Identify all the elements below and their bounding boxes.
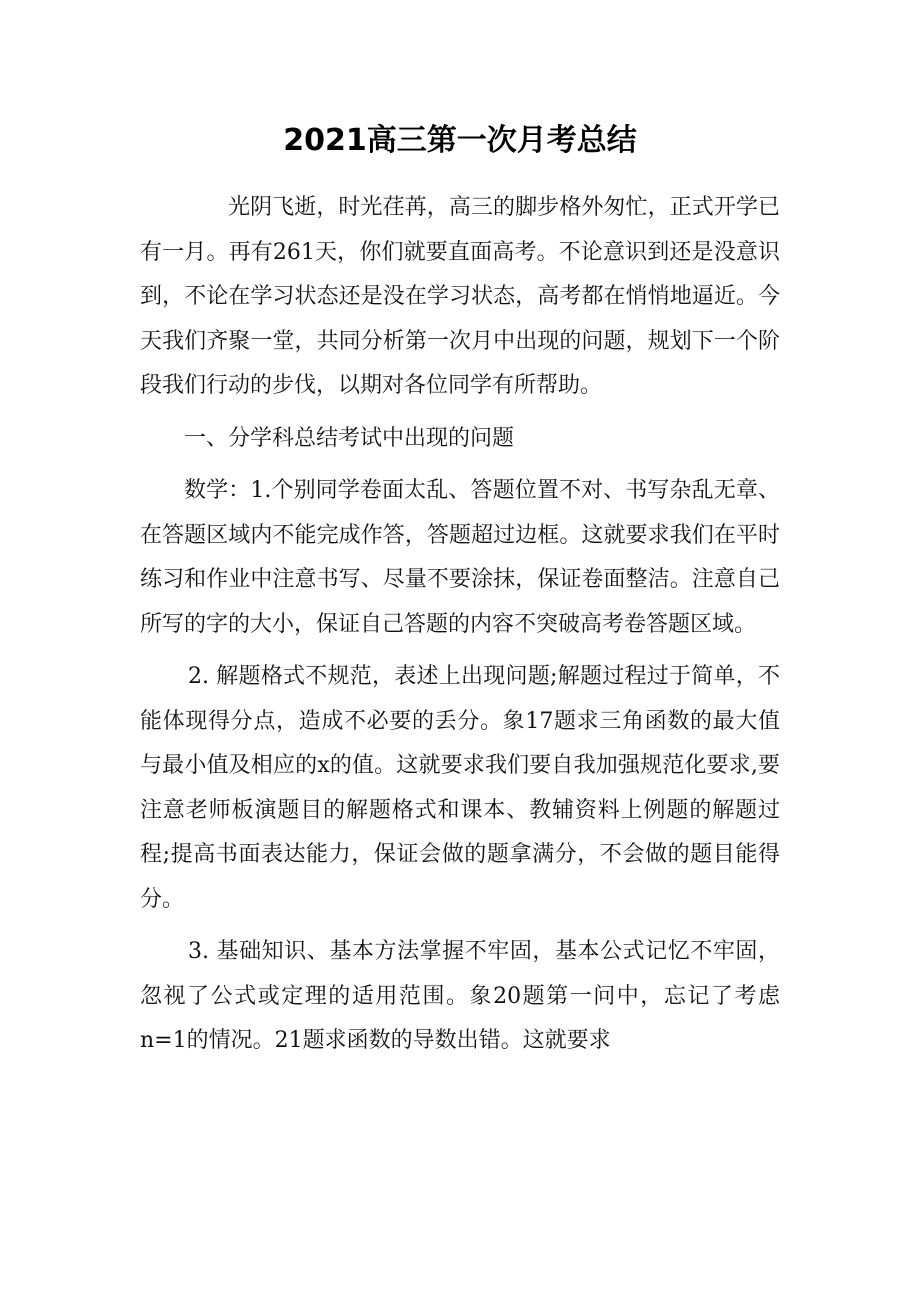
document-body <box>140 186 780 1072</box>
math-point-1-paragraph: 数学：1.个别同学卷面太乱、答题位置不对、书写杂乱无章、在答题区域内不能完成作答，答题超过边框。这就要求我们在平时练习和作业中注意书写、尽量不要涂抹，保证卷面整洁。注意自己所写的字的大小，保证自己答题的内容不突破高考卷答题区域。 <box>140 478 780 637</box>
math-point-3-paragraph: 3. 基础知识、基本方法掌握不牢固，基本公式记忆不牢固，忽视了公式或定理的适用范围。象20题第一问中，忘记了考虑n=1的情况。21题求函数的导数出错。这就要求 <box>140 939 780 1053</box>
section-heading: 一、分学科总结考试中出现的问题 <box>184 425 515 451</box>
math-point-2-paragraph: 2. 解题格式不规范，表述上出现问题;解题过程过于简单，不能体现得分点，造成不必要的丢分。象17题求三角函数的最大值与最小值及相应的x的值。这就要求我们要自我加强规范化要求,要注意老师板演题目的解题格式和课本、教辅资料上例题的解题过程;提高书面表达能力，保证会做的题拿满分，不会做的题目能得分。 <box>140 664 780 912</box>
document-title: 2021高三第一次月考总结 <box>283 123 637 158</box>
intro-paragraph: 光阴飞逝，时光荏苒，高三的脚步格外匆忙，正式开学已有一月。再有261天，你们就要直面高考。不论意识到还是没意识到，不论在学习状态还是没在学习状态，高考都在悄悄地逼近。今天我们齐聚一堂，共同分析第一次月中出现的问题，规划下一个阶段我们行动的步伐，以期对各位同学有所帮助。 <box>140 195 780 398</box>
